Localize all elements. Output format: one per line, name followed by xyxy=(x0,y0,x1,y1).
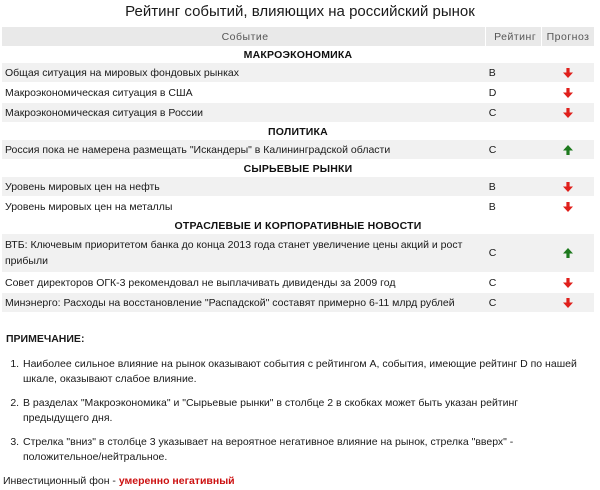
section-heading: ОТРАСЛЕВЫЕ И КОРПОРАТИВНЫЕ НОВОСТИ xyxy=(174,219,422,232)
forecast-cell xyxy=(542,234,594,273)
up-arrow-icon xyxy=(562,144,574,156)
rating-cell: B xyxy=(486,177,542,197)
event-cell: Совет директоров ОГК-3 рекомендовал не выплачивать дивиденды за 2009 год xyxy=(2,273,486,293)
rating-cell: C xyxy=(486,234,542,273)
down-arrow-icon xyxy=(562,201,574,213)
down-arrow-icon xyxy=(562,107,574,119)
table-row xyxy=(2,63,594,83)
rating-cell: C xyxy=(486,140,542,160)
event-cell: Общая ситуация на мировых фондовых рынках xyxy=(2,63,486,83)
event-cell: ВТБ: Ключевым приоритетом банка до конца 2013 года станет увеличение цены акций и рост прибыли xyxy=(2,234,486,273)
notes-list xyxy=(0,357,582,465)
forecast-cell xyxy=(542,63,594,83)
down-arrow-icon xyxy=(562,87,574,99)
event-cell: Макроэкономическая ситуация в США xyxy=(2,83,486,103)
rating-cell: B xyxy=(486,63,542,83)
event-cell: Уровень мировых цен на нефть xyxy=(2,177,486,197)
section-heading: СЫРЬЕВЫЕ РЫНКИ xyxy=(243,162,353,175)
forecast-cell xyxy=(542,177,594,197)
up-arrow-icon xyxy=(562,247,574,259)
table-row xyxy=(2,293,594,313)
section-heading-row xyxy=(2,123,594,141)
note-item: 2. В разделах "Макроэкономика" и "Сырьевые рынки" в столбце 2 в скобках может быть указан рейтинг предыдущего дня. xyxy=(22,396,582,426)
note-item: 3. Стрелка "вниз" в столбце 3 указывает на вероятное негативное влияние на рынок, стрелка "вверх" - положительное/нейтральное. xyxy=(22,435,582,465)
forecast-cell xyxy=(542,293,594,313)
table-row xyxy=(2,177,594,197)
rating-cell: B xyxy=(486,197,542,217)
column-header-forecast: Прогноз xyxy=(542,27,594,46)
forecast-cell xyxy=(542,83,594,103)
table-row xyxy=(2,234,594,273)
section-heading: ПОЛИТИКА xyxy=(268,125,328,138)
event-cell: Макроэкономическая ситуация в России xyxy=(2,103,486,123)
rating-cell: C xyxy=(486,273,542,293)
section-heading-row xyxy=(2,160,594,178)
forecast-cell xyxy=(542,103,594,123)
down-arrow-icon xyxy=(562,67,574,79)
event-cell: Уровень мировых цен на металлы xyxy=(2,197,486,217)
section-heading: МАКРОЭКОНОМИКА xyxy=(243,48,353,61)
rating-table xyxy=(2,27,594,313)
table-row xyxy=(2,83,594,103)
investment-background-value: умеренно негативный xyxy=(118,475,235,487)
page-title: Рейтинг событий, влияющих на российский рынок xyxy=(125,3,475,20)
investment-background xyxy=(3,475,600,487)
forecast-cell xyxy=(542,273,594,293)
investment-background-label: Инвестиционный фон - xyxy=(3,475,119,487)
rating-cell: C xyxy=(486,293,542,313)
notes-title: ПРИМЕЧАНИЕ: xyxy=(6,333,85,345)
rating-cell: C xyxy=(486,103,542,123)
table-row xyxy=(2,140,594,160)
down-arrow-icon xyxy=(562,181,574,193)
table-header xyxy=(2,27,594,46)
note-item: 1. Наиболее сильное влияние на рынок оказывают события с рейтингом A, события, имеющие рейтинг D по нашей шкале, оказывают слабое влияние. xyxy=(22,357,582,387)
down-arrow-icon xyxy=(562,277,574,289)
table-row xyxy=(2,103,594,123)
event-cell: Минэнерго: Расходы на восстановление "Распадской" составят примерно 6-11 млрд рублей xyxy=(2,293,486,313)
section-heading-row xyxy=(2,217,594,235)
rating-cell: D xyxy=(486,83,542,103)
column-header-rating: Рейтинг xyxy=(486,27,542,46)
forecast-cell xyxy=(542,197,594,217)
table-row xyxy=(2,273,594,293)
forecast-cell xyxy=(542,140,594,160)
event-cell: Россия пока не намерена размещать "Искандеры" в Калининградской области xyxy=(2,140,486,160)
down-arrow-icon xyxy=(562,297,574,309)
section-heading-row xyxy=(2,46,594,63)
table-row xyxy=(2,197,594,217)
column-header-event: Событие xyxy=(2,27,486,46)
